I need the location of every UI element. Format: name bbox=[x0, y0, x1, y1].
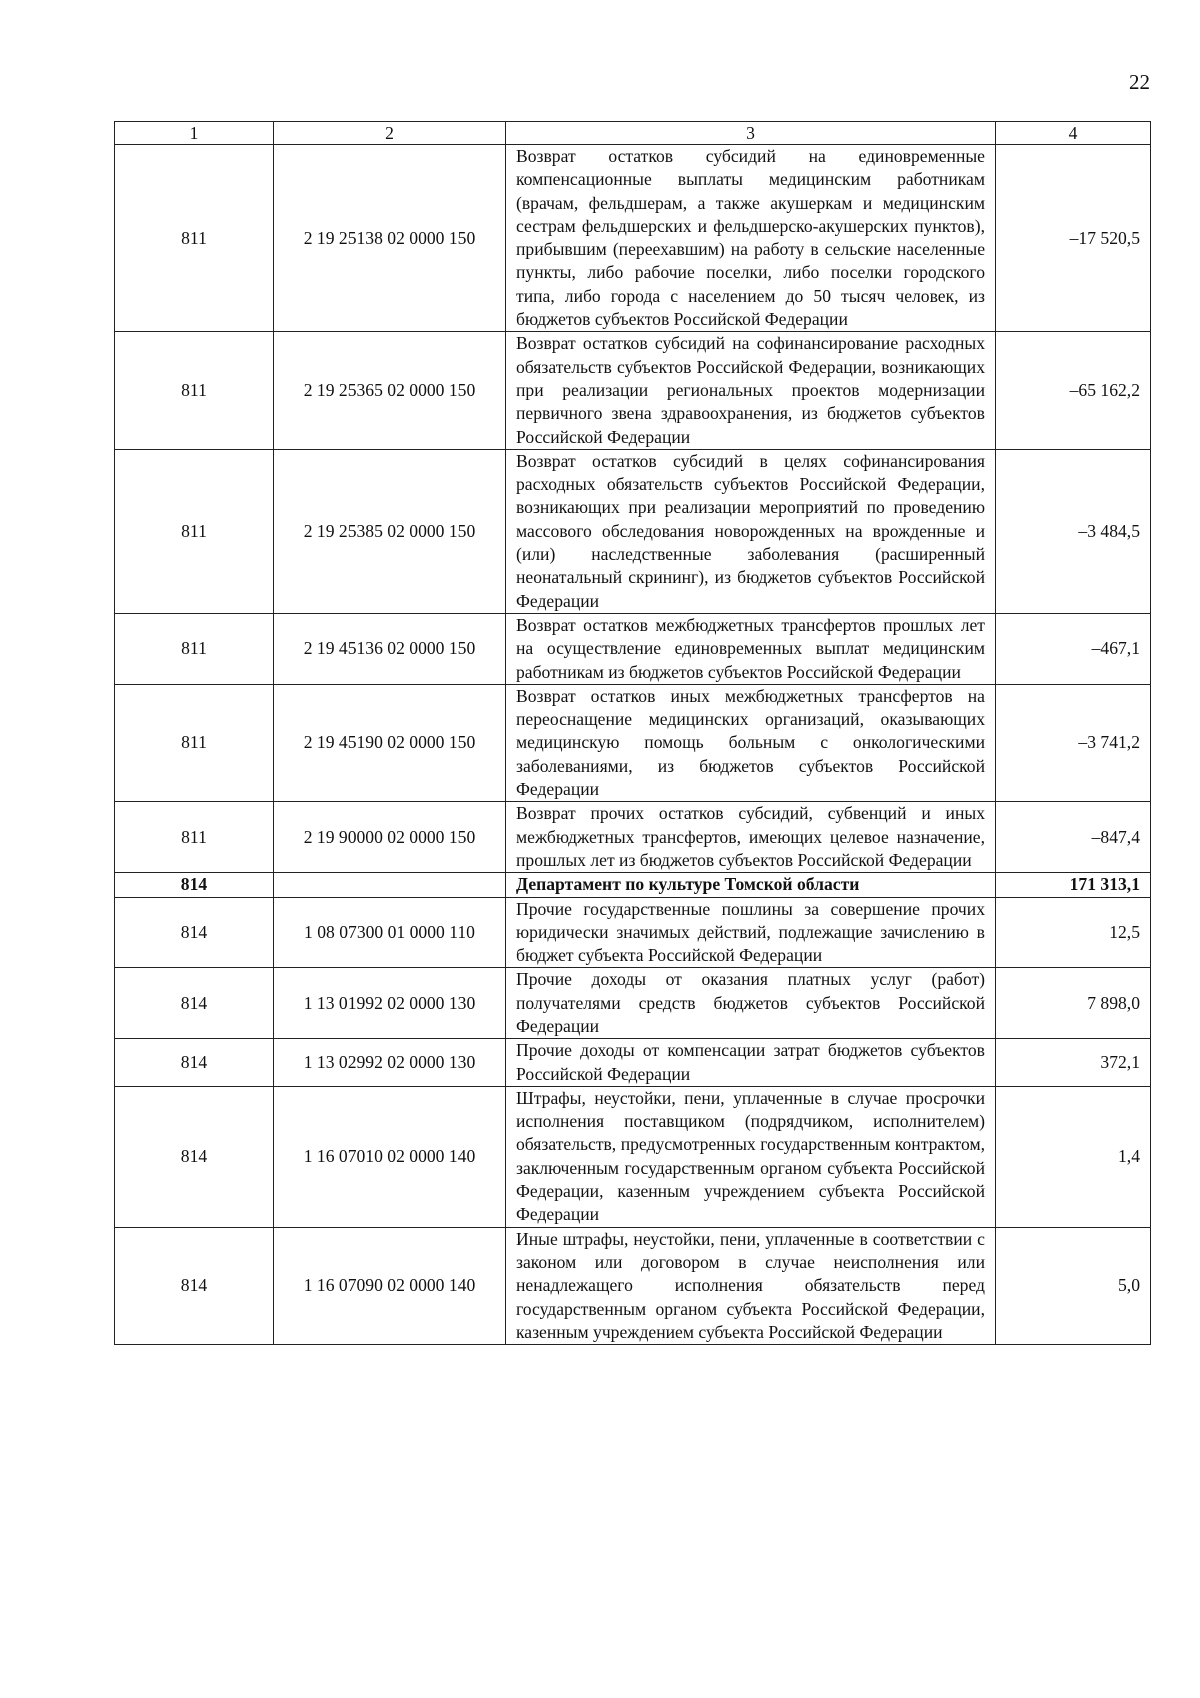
table-row bbox=[115, 1086, 1151, 1227]
table-row bbox=[115, 968, 1151, 1039]
table-row bbox=[115, 1039, 1151, 1087]
budget-code-cell: 1 13 01992 02 0000 130 bbox=[274, 968, 506, 1039]
budget-code-cell: 2 19 45190 02 0000 150 bbox=[274, 684, 506, 801]
budget-code-cell: 2 19 90000 02 0000 150 bbox=[274, 802, 506, 873]
admin-code-cell: 814 bbox=[115, 1227, 274, 1344]
budget-code-cell: 2 19 25138 02 0000 150 bbox=[274, 145, 506, 332]
budget-code-cell: 2 19 25385 02 0000 150 bbox=[274, 449, 506, 613]
description-cell: Возврат остатков субсидий на единовременные компенсационные выплаты медицинским работникам (врачам, фельдшерам, а также акушеркам и медицинским сестрам фельдшерских и фельдшерско-акушерских пунктов), прибывшим (переехавшим) на работу в сельские населенные пункты, либо рабочие поселки, либо поселки городского типа, либо города с населением до 50 тысяч человек, из бюджетов субъектов Российской Федерации bbox=[506, 145, 996, 332]
admin-code-cell: 811 bbox=[115, 613, 274, 684]
table-row bbox=[115, 449, 1151, 613]
amount-cell: –65 162,2 bbox=[996, 332, 1151, 449]
description-cell: Прочие доходы от компенсации затрат бюджетов субъектов Российской Федерации bbox=[506, 1039, 996, 1087]
admin-code-cell: 814 bbox=[115, 1039, 274, 1087]
admin-code-cell: 811 bbox=[115, 449, 274, 613]
column-header-1: 1 bbox=[115, 122, 274, 145]
admin-code-cell: 811 bbox=[115, 684, 274, 801]
admin-code-cell: 814 bbox=[115, 968, 274, 1039]
amount-cell: –467,1 bbox=[996, 613, 1151, 684]
description-cell: Прочие государственные пошлины за совершение прочих юридически значимых действий, подлежащие зачислению в бюджет субъекта Российской Федерации bbox=[506, 897, 996, 968]
description-cell: Иные штрафы, неустойки, пени, уплаченные в соответствии с законом или договором в случае неисполнения или ненадлежащего исполнения обязательств перед государственным органом субъекта Российской Федерации, казенным учреждением субъекта Российской Федерации bbox=[506, 1227, 996, 1344]
amount-cell: 12,5 bbox=[996, 897, 1151, 968]
table-row bbox=[115, 684, 1151, 801]
description-cell: Штрафы, неустойки, пени, уплаченные в случае просрочки исполнения поставщиком (подрядчиком, исполнителем) обязательств, предусмотренных государственным контрактом, заключенным государственным органом субъекта Российской Федерации, казенным учреждением субъекта Российской Федерации bbox=[506, 1086, 996, 1227]
table-row bbox=[115, 613, 1151, 684]
admin-code-cell: 811 bbox=[115, 332, 274, 449]
page-number: 22 bbox=[1129, 70, 1150, 94]
admin-code-cell: 814 bbox=[115, 897, 274, 968]
amount-cell: –3 484,5 bbox=[996, 449, 1151, 613]
table-row bbox=[115, 897, 1151, 968]
table-row bbox=[115, 332, 1151, 449]
table-row bbox=[115, 802, 1151, 873]
budget-code-cell: 1 16 07010 02 0000 140 bbox=[274, 1086, 506, 1227]
amount-cell: –847,4 bbox=[996, 802, 1151, 873]
description-cell: Возврат остатков субсидий на софинансирование расходных обязательств субъектов Российской Федерации, возникающих при реализации региональных проектов модернизации первичного звена здравоохранения, из бюджетов субъектов Российской Федерации bbox=[506, 332, 996, 449]
column-header-4: 4 bbox=[996, 122, 1151, 145]
amount-cell: 171 313,1 bbox=[996, 873, 1151, 897]
amount-cell: 7 898,0 bbox=[996, 968, 1151, 1039]
budget-code-cell: 1 13 02992 02 0000 130 bbox=[274, 1039, 506, 1087]
description-cell: Возврат остатков межбюджетных трансфертов прошлых лет на осуществление единовременных выплат медицинским работникам из бюджетов субъектов Российской Федерации bbox=[506, 613, 996, 684]
table-body bbox=[115, 145, 1151, 1345]
amount-cell: 5,0 bbox=[996, 1227, 1151, 1344]
amount-cell: –3 741,2 bbox=[996, 684, 1151, 801]
description-cell: Прочие доходы от оказания платных услуг (работ) получателями средств бюджетов субъектов Российской Федерации bbox=[506, 968, 996, 1039]
table-header-row bbox=[115, 122, 1151, 145]
table-row bbox=[115, 1227, 1151, 1344]
description-cell: Возврат прочих остатков субсидий, субвенций и иных межбюджетных трансфертов, имеющих целевое назначение, прошлых лет из бюджетов субъектов Российской Федерации bbox=[506, 802, 996, 873]
amount-cell: 1,4 bbox=[996, 1086, 1151, 1227]
description-cell: Возврат остатков иных межбюджетных трансфертов на переоснащение медицинских организаций, оказывающих медицинскую помощь больным с онкологическими заболеваниями, из бюджетов субъектов Российской Федерации bbox=[506, 684, 996, 801]
description-cell: Возврат остатков субсидий в целях софинансирования расходных обязательств субъектов Российской Федерации, возникающих при реализации мероприятий по проведению массового обследования новорожденных на врожденные и (или) наследственные заболевания (расширенный неонатальный скрининг), из бюджетов субъектов Российской Федерации bbox=[506, 449, 996, 613]
table-row-department bbox=[115, 873, 1151, 897]
admin-code-cell: 814 bbox=[115, 873, 274, 897]
description-cell: Департамент по культуре Томской области bbox=[506, 873, 996, 897]
budget-code-cell: 2 19 25365 02 0000 150 bbox=[274, 332, 506, 449]
column-header-3: 3 bbox=[506, 122, 996, 145]
amount-cell: –17 520,5 bbox=[996, 145, 1151, 332]
table-row bbox=[115, 145, 1151, 332]
admin-code-cell: 811 bbox=[115, 145, 274, 332]
budget-code-cell: 1 08 07300 01 0000 110 bbox=[274, 897, 506, 968]
budget-code-cell: 1 16 07090 02 0000 140 bbox=[274, 1227, 506, 1344]
admin-code-cell: 811 bbox=[115, 802, 274, 873]
budget-code-cell: 2 19 45136 02 0000 150 bbox=[274, 613, 506, 684]
budget-code-cell bbox=[274, 873, 506, 897]
column-header-2: 2 bbox=[274, 122, 506, 145]
admin-code-cell: 814 bbox=[115, 1086, 274, 1227]
budget-revenue-table bbox=[114, 121, 1151, 1345]
amount-cell: 372,1 bbox=[996, 1039, 1151, 1087]
